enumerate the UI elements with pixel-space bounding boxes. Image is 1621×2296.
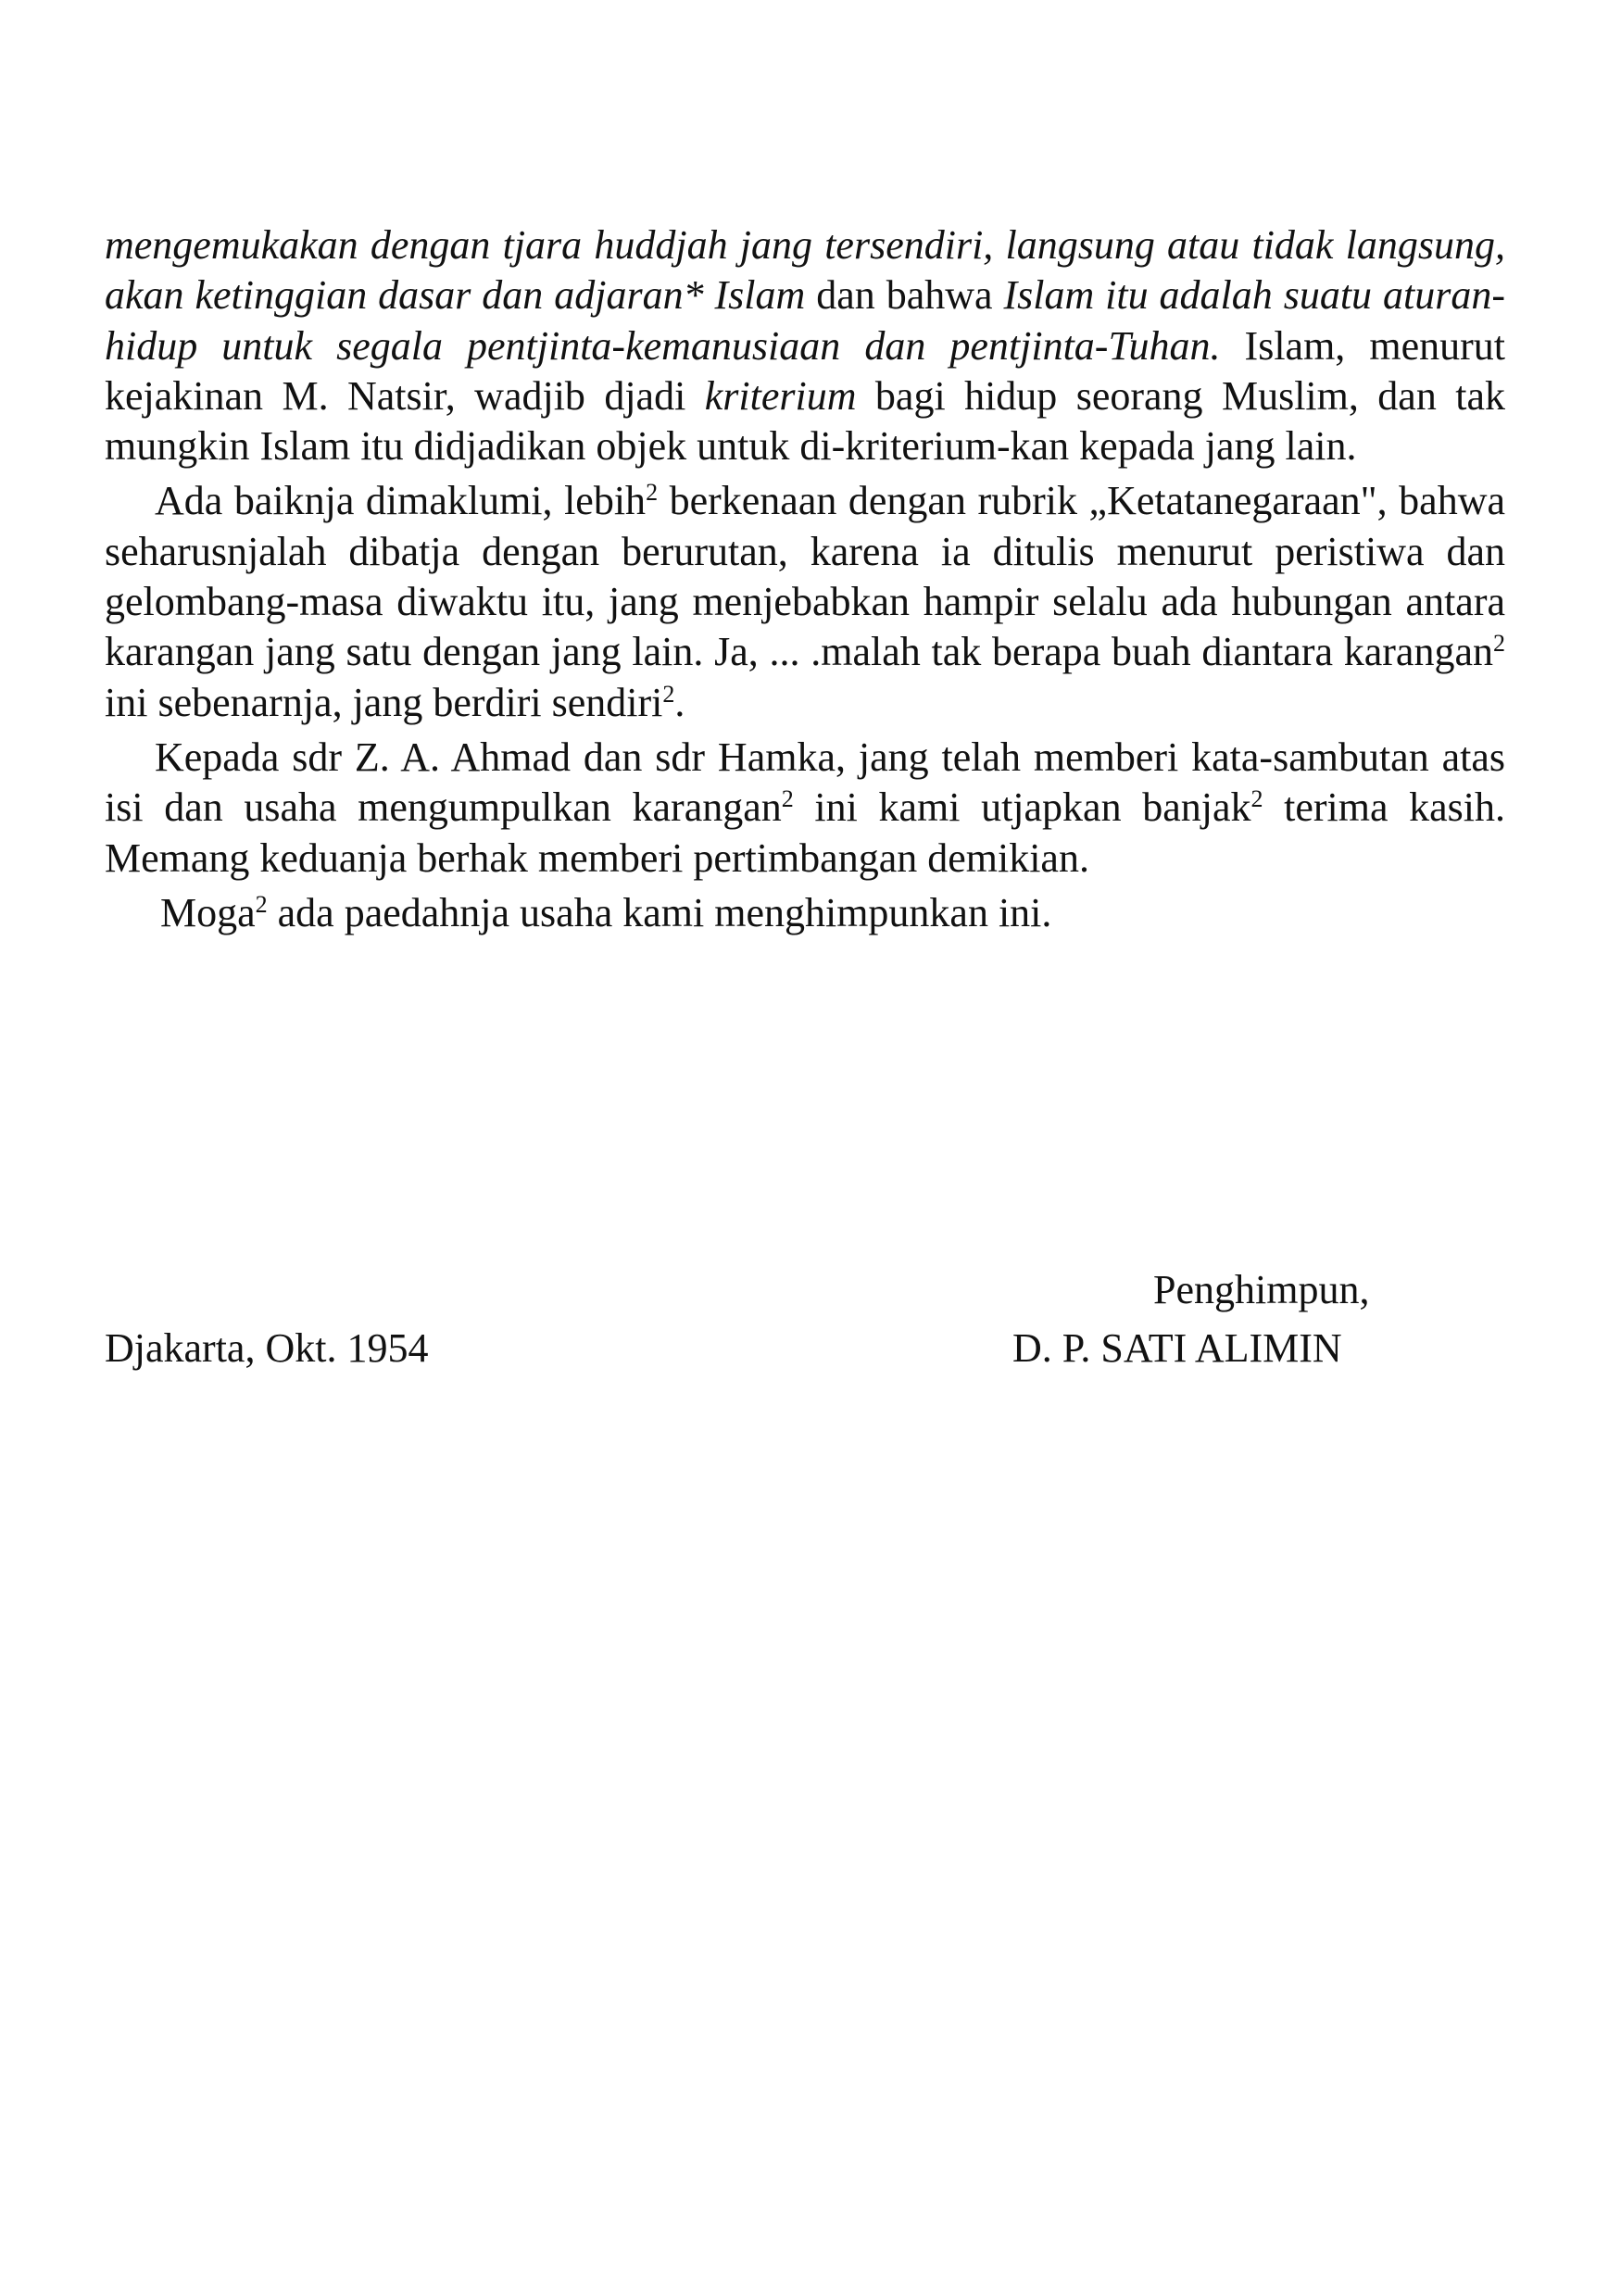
para4-text-1: Moga	[160, 889, 256, 935]
body-text	[105, 220, 1505, 938]
para3-superscript-2: 2	[1250, 785, 1263, 813]
signature-label: Penghimpun,	[1153, 1267, 1370, 1312]
para1-italic-3: kriterium	[704, 372, 857, 419]
para1-italic-1: mengemukakan dengan tjara huddjah jang tersendiri, langsung atau tidak langsung, akan ketinggian dasar dan adjaran* Islam	[105, 222, 1505, 319]
para4-superscript-1: 2	[255, 890, 268, 918]
para2-text-3: ini sebenarnja, jang berdiri sendiri	[105, 679, 663, 725]
para4-text-2: ada paedahnja usaha kami menghimpunkan ini.	[267, 889, 1052, 935]
para2-text-4: .	[674, 679, 685, 725]
para3-text-2: ini kami utjapkan banjak	[793, 784, 1251, 831]
paragraph-1	[105, 220, 1505, 471]
paragraph-4	[105, 888, 1505, 938]
para2-text-1: Ada baiknja dimaklumi, lebih	[155, 478, 647, 524]
place-date: Djakarta, Okt. 1954	[105, 1325, 429, 1371]
para3-text-1: Kepada sdr Z. A. Ahmad dan sdr Hamka, jang telah memberi kata-sambutan atas isi dan usaha mengumpulkan karangan	[105, 734, 1505, 831]
para3-superscript-1: 2	[781, 785, 794, 813]
para2-superscript-1: 2	[646, 479, 659, 507]
paragraph-3	[105, 733, 1505, 884]
para2-superscript-3: 2	[662, 680, 675, 708]
paragraph-2	[105, 476, 1505, 727]
para1-text-3: bagi hidup seorang Muslim, dan tak mungkin Islam itu didjadikan objek untuk di-kriterium-kan kepada jang lain.	[105, 372, 1505, 470]
para2-text-2: berkenaan dengan rubrik „Ketatanegaraan", bahwa seharusnjalah dibatja dengan berurutan, karena ia ditulis menurut peristiwa dan gelombang-masa diwaktu itu, jang menjebabkan hampir selalu ada hubungan antara karangan jang satu dengan jang lain. Ja, ... .malah tak berapa buah diantara karangan	[105, 478, 1506, 675]
para1-text-1: dan bahwa	[805, 272, 1004, 319]
para2-superscript-2: 2	[1493, 630, 1505, 658]
para3-text-3: terima kasih. Memang keduanja berhak memberi pertimbangan demikian.	[105, 784, 1505, 881]
para1-text-2: Islam, menurut kejakinan M. Natsir, wadjib djadi	[105, 322, 1505, 419]
para1-italic-2: Islam itu adalah suatu aturan-hidup untuk segala pentjinta-kemanusiaan dan pentjinta-Tuhan.	[105, 272, 1505, 369]
author-name: D. P. SATI ALIMIN	[1012, 1325, 1342, 1371]
